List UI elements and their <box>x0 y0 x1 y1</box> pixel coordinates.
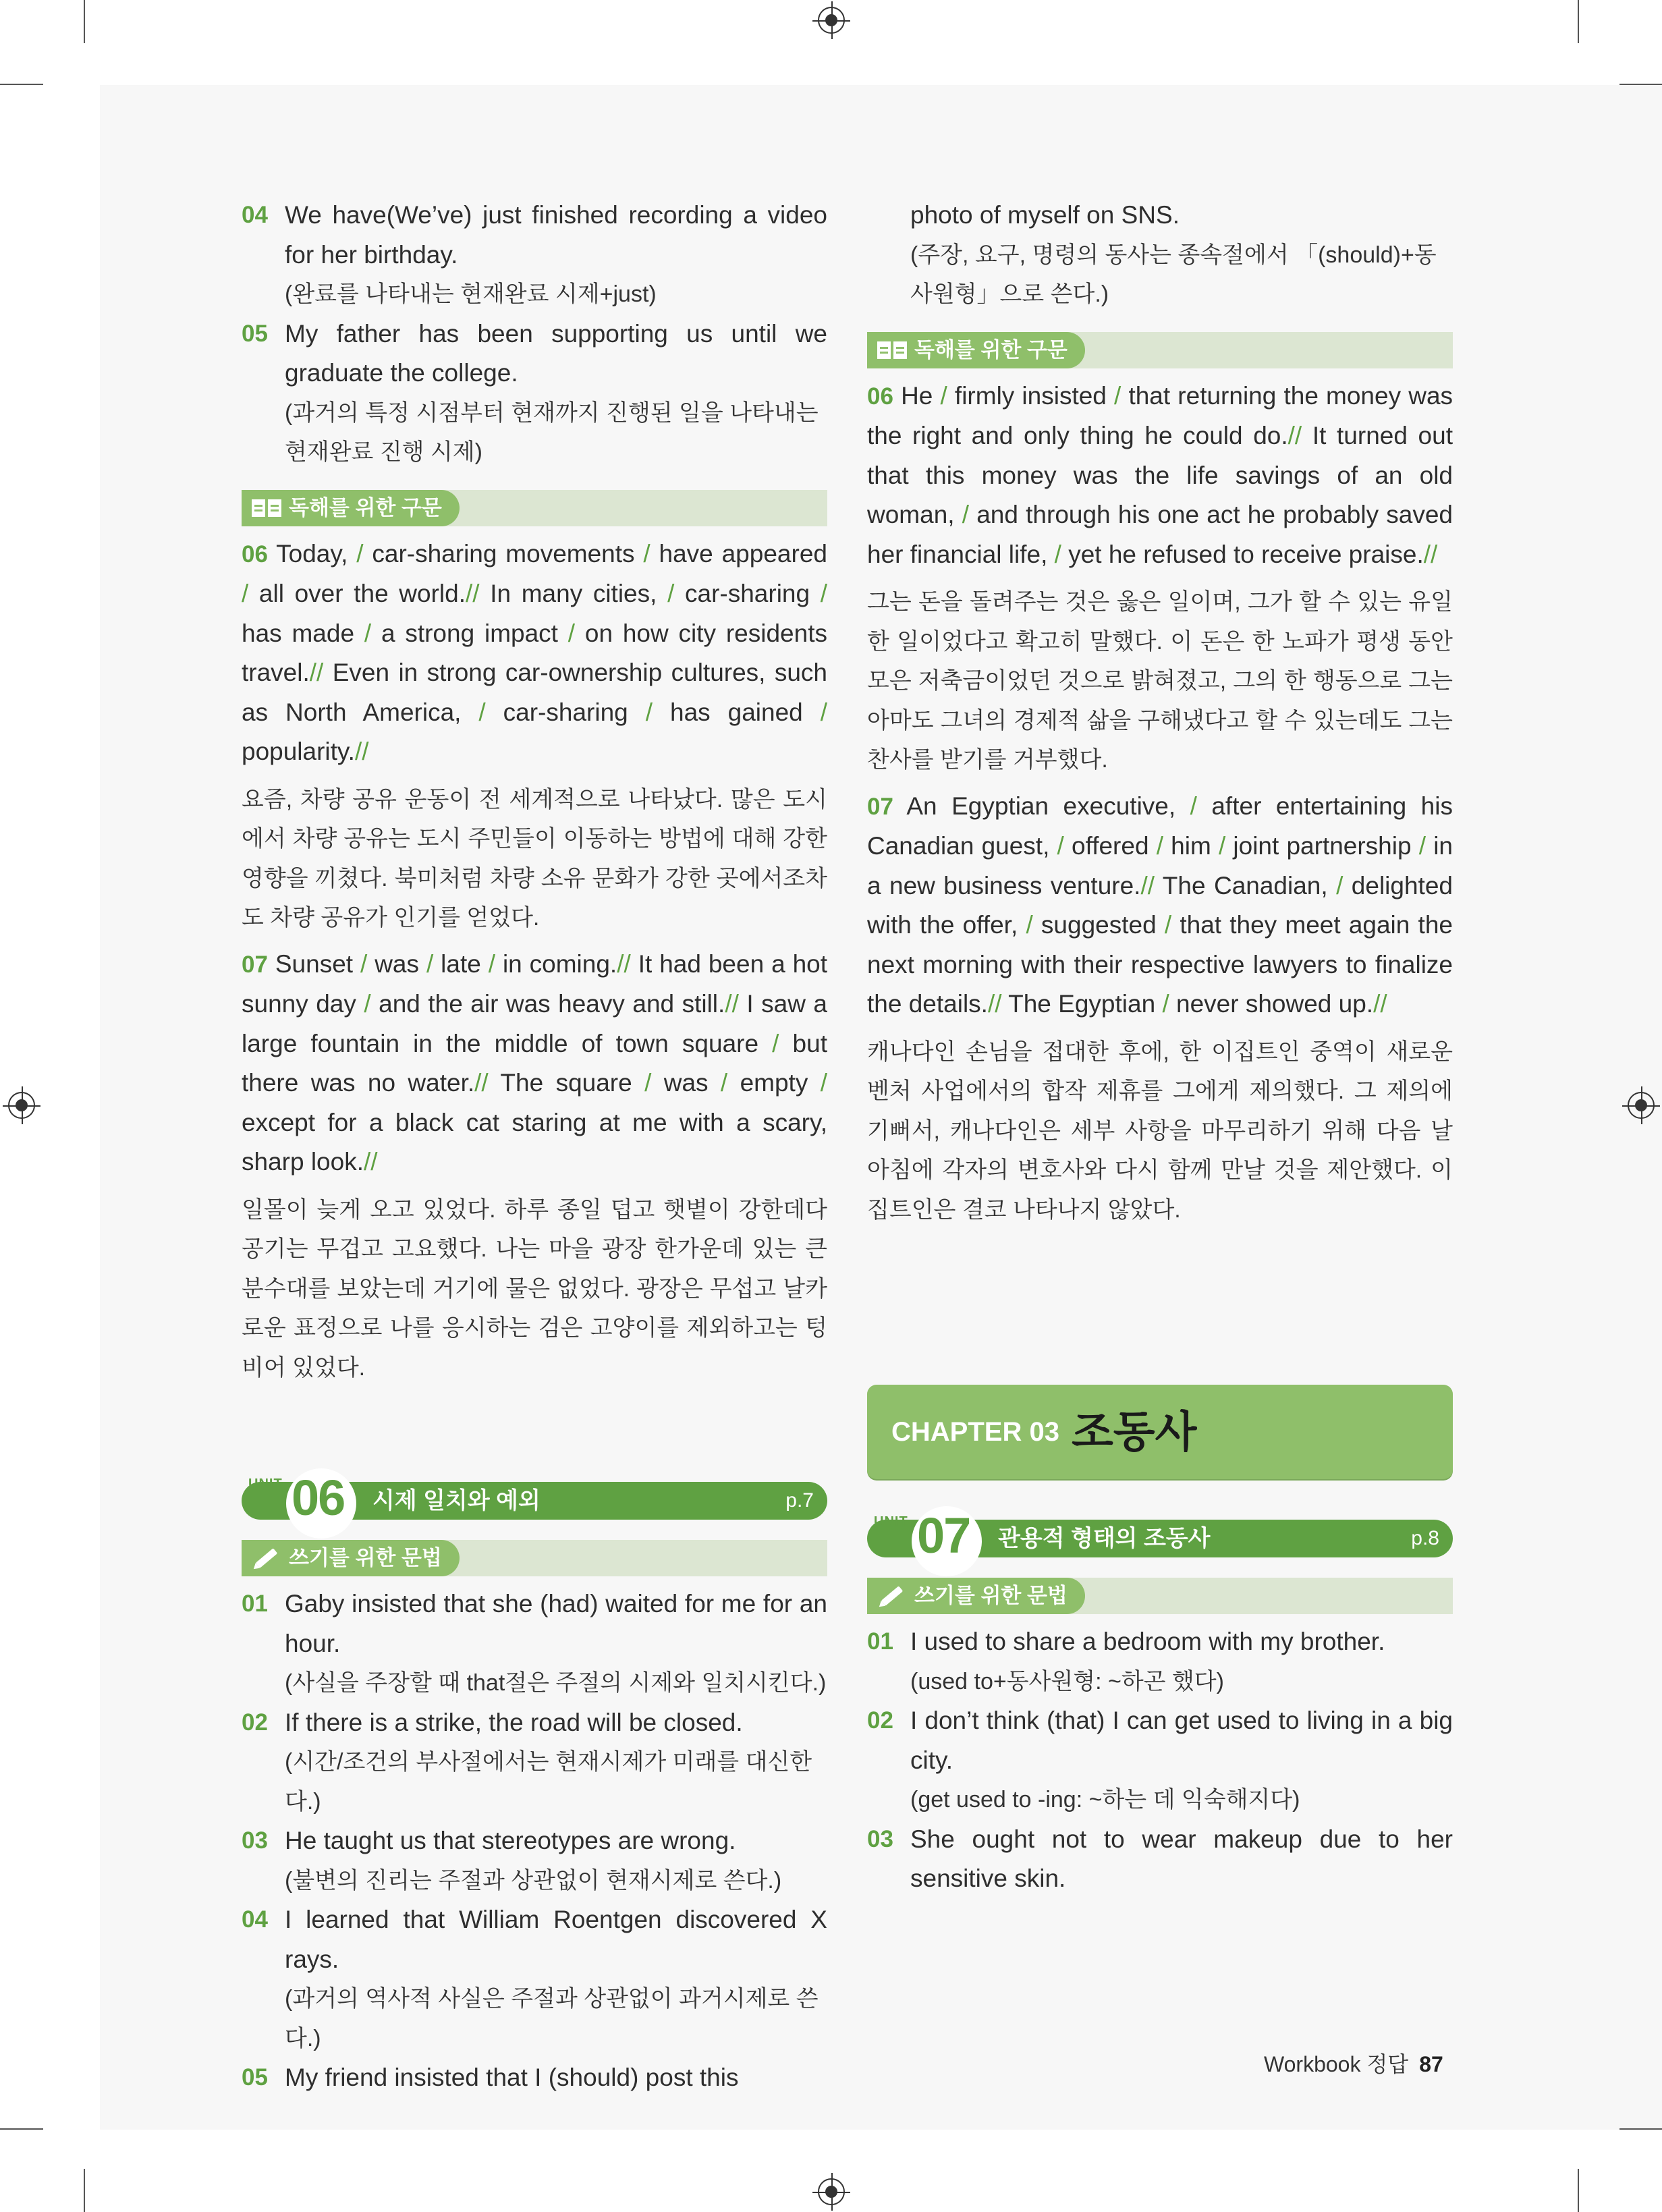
unit-word: UNIT <box>248 1476 283 1491</box>
section-label: 쓰기를 위한 문법 <box>914 1584 1068 1607</box>
item-number: 06 <box>242 541 268 568</box>
answer-note: (사실을 주장할 때 that절은 주절의 시제와 일치시킨다.) <box>285 1670 827 1696</box>
item-number: 05 <box>242 2064 268 2091</box>
registration-mark-icon <box>1628 1092 1655 1119</box>
passage-text: Sunset / was / late / in coming.// It had been a hot sunny day / and the air was heavy and still.// I saw a large fountain in the middle of town square / but there was no water.// The square / was / empty / except for a black cat staring at me with a scary, sharp look.// <box>242 949 828 1176</box>
section-label: 쓰기를 위한 문법 <box>289 1546 442 1570</box>
unit-header <box>867 1506 1453 1564</box>
item-number: 03 <box>242 1827 268 1854</box>
answer-item <box>867 1622 1453 1701</box>
item-number: 07 <box>867 793 893 820</box>
footer-label: Workbook 정답 <box>1264 2052 1409 2076</box>
answer-item <box>242 1584 827 1703</box>
answer-item <box>242 2058 827 2098</box>
passage-translation: 그는 돈을 돌려주는 것은 옳은 일이며, 그가 할 수 있는 유일한 일이었다고 확고히 말했다. 이 돈은 한 노파가 평생 동안 모은 저축금이었던 것으로 밝혀졌고, 그의 한 행동으로 그는 아마도 그녀의 경제적 삶을 구해냈다고 할 수 있는데도 그는 찬사를 받기를 거부했다. <box>867 589 1453 773</box>
answer-note: (시간/조건의 부사절에서는 현재시제가 미래를 대신한다.) <box>285 1749 812 1815</box>
answer-note: (과거의 특정 시점부터 현재까지 진행된 일을 나타내는 현재완료 진행 시제) <box>285 399 819 465</box>
passage-translation: 요즘, 차량 공유 운동이 전 세계적으로 나타났다. 많은 도시에서 차량 공유는 도시 주민들이 이동하는 방법에 대해 강한 영향을 끼쳤다. 북미처럼 차량 소유 문화가 강한 곳에서조차도 차량 공유가 인기를 얻었다. <box>242 786 827 931</box>
item-number: 03 <box>867 1825 893 1852</box>
answer-english: My father has been supporting us until we graduate the college. <box>285 319 827 387</box>
item-number: 02 <box>242 1709 268 1736</box>
answer-item <box>242 1900 827 2058</box>
answer-item <box>867 1820 1453 1899</box>
section-label: 독해를 위한 구문 <box>289 495 442 520</box>
answer-english: I learned that William Roentgen discovered X rays. <box>285 1906 827 1973</box>
answer-english: She ought not to wear makeup due to her sensitive skin. <box>910 1825 1453 1892</box>
item-number: 01 <box>867 1628 893 1655</box>
crop-mark <box>84 0 85 43</box>
left-column <box>242 196 827 2098</box>
chapter-banner <box>867 1385 1453 1479</box>
registration-mark-icon <box>818 2178 845 2205</box>
page-number: 87 <box>1419 2052 1443 2076</box>
answer-item <box>242 314 827 472</box>
crop-mark <box>1619 2128 1662 2130</box>
crop-mark <box>84 2169 85 2212</box>
answer-note: (used to+동사원형: ~하곤 했다) <box>910 1668 1224 1694</box>
crop-mark <box>0 84 43 85</box>
pencil-icon <box>256 1548 277 1568</box>
passage-text: An Egyptian executive, / after entertaining his Canadian guest, / offered / him / joint partnership / in a new business venture.// The Canadian, / delighted with the offer, / suggested / that they meet again the next morning with their respective lawyers to finalize the details.// The Egyptian / never showed up.// <box>867 792 1453 1018</box>
right-column <box>867 196 1453 1899</box>
item-number: 04 <box>242 202 268 228</box>
passage-text: He / firmly insisted / that returning the money was the right and only thing he could do.// It turned out that this money was the life savings of an old woman, / and through his one act he probably saved her financial life, / yet he refused to receive praise.// <box>867 381 1453 568</box>
crop-mark <box>1619 84 1662 85</box>
item-number: 01 <box>242 1591 268 1617</box>
item-number: 07 <box>242 951 268 978</box>
item-number: 04 <box>242 1906 268 1933</box>
unit-number: 06 <box>292 1470 345 1526</box>
answer-english: My friend insisted that I (should) post this <box>285 2064 739 2091</box>
crop-mark <box>0 2128 43 2130</box>
reading-passage <box>242 534 827 772</box>
unit-title: 관용적 형태의 조동사 <box>998 1526 1211 1551</box>
book-icon <box>877 341 907 359</box>
section-reading-header <box>242 490 827 526</box>
section-label: 독해를 위한 구문 <box>914 337 1068 362</box>
passage-translation: 일몰이 늦게 오고 있었다. 하루 종일 덥고 햇볕이 강한데다 공기는 무겁고 고요했다. 나는 마을 광장 한가운데 있는 큰 분수대를 보았는데 거기에 물은 없었다. 광장은 무섭고 날카로운 표정으로 나를 응시하는 검은 고양이를 제외하고는 텅 비어 있었다. <box>242 1196 827 1381</box>
section-reading-header <box>867 332 1453 368</box>
book-icon <box>252 499 281 517</box>
answer-english: We have(We’ve) just finished recording a video for her birthday. <box>285 201 827 269</box>
answer-item <box>242 196 827 314</box>
registration-mark-icon <box>8 1092 35 1119</box>
unit-page-ref: p.7 <box>785 1489 814 1512</box>
crop-mark <box>1578 0 1579 43</box>
reading-passage <box>242 945 827 1182</box>
answer-english-continued: photo of myself on SNS. <box>910 201 1180 229</box>
reading-passage <box>867 787 1453 1024</box>
page-footer <box>1264 2047 1443 2078</box>
section-writing-header <box>242 1540 827 1576</box>
answer-note: (주장, 요구, 명령의 동사는 종속절에서 「(should)+동사원형」으로 쓴다.) <box>910 242 1437 307</box>
chapter-title: 조동사 <box>1071 1407 1197 1456</box>
answer-english: If there is a strike, the road will be closed. <box>285 1708 743 1736</box>
crop-mark <box>1578 2169 1579 2212</box>
answer-english: Gaby insisted that she (had) waited for me for an hour. <box>285 1590 827 1657</box>
answer-english: He taught us that stereotypes are wrong. <box>285 1827 736 1854</box>
answer-item <box>242 1703 827 1822</box>
chapter-label: CHAPTER 03 <box>891 1416 1059 1447</box>
answer-note: (get used to -ing: ~하는 데 익숙해지다) <box>910 1787 1300 1813</box>
answer-english: I don’t think (that) I can get used to living in a big city. <box>910 1707 1453 1774</box>
pencil-icon <box>881 1586 903 1606</box>
registration-mark-icon <box>818 7 845 34</box>
answer-english: I used to share a bedroom with my brother. <box>910 1628 1385 1655</box>
item-number: 06 <box>867 383 893 410</box>
item-number: 05 <box>242 320 268 347</box>
answer-note: (불변의 진리는 주절과 상관없이 현재시제로 쓴다.) <box>285 1867 782 1893</box>
unit-title: 시제 일치와 예외 <box>372 1488 541 1514</box>
answer-item <box>867 1701 1453 1820</box>
unit-header <box>242 1468 827 1526</box>
answer-item <box>242 1821 827 1900</box>
passage-text: Today, / car-sharing movements / have appeared / all over the world.// In many cities, / car-sharing / has made / a strong impact / on how city residents travel.// Even in strong car-ownership cultures, such as North America, / car-sharing / has gained / popularity.// <box>242 539 827 765</box>
unit-page-ref: p.8 <box>1411 1527 1439 1549</box>
answer-note: (과거의 역사적 사실은 주절과 상관없이 과거시제로 쓴다.) <box>285 1986 819 2051</box>
unit-word: UNIT <box>874 1514 908 1529</box>
passage-translation: 캐나다인 손님을 접대한 후에, 한 이집트인 중역이 새로운 벤처 사업에서의 합작 제휴를 그에게 제의했다. 그 제의에 기뻐서, 캐나다인은 세부 사항을 마무리하기 위해 다음 날 아침에 각자의 변호사와 다시 함께 만날 것을 제안했다. 이집트인은 결코 나타나지 않았다. <box>867 1039 1453 1223</box>
answer-note: (완료를 나타내는 현재완료 시제+just) <box>285 281 657 307</box>
section-writing-header <box>867 1578 1453 1614</box>
unit-number: 07 <box>917 1508 970 1564</box>
reading-passage <box>867 377 1453 575</box>
item-number: 02 <box>867 1707 893 1734</box>
